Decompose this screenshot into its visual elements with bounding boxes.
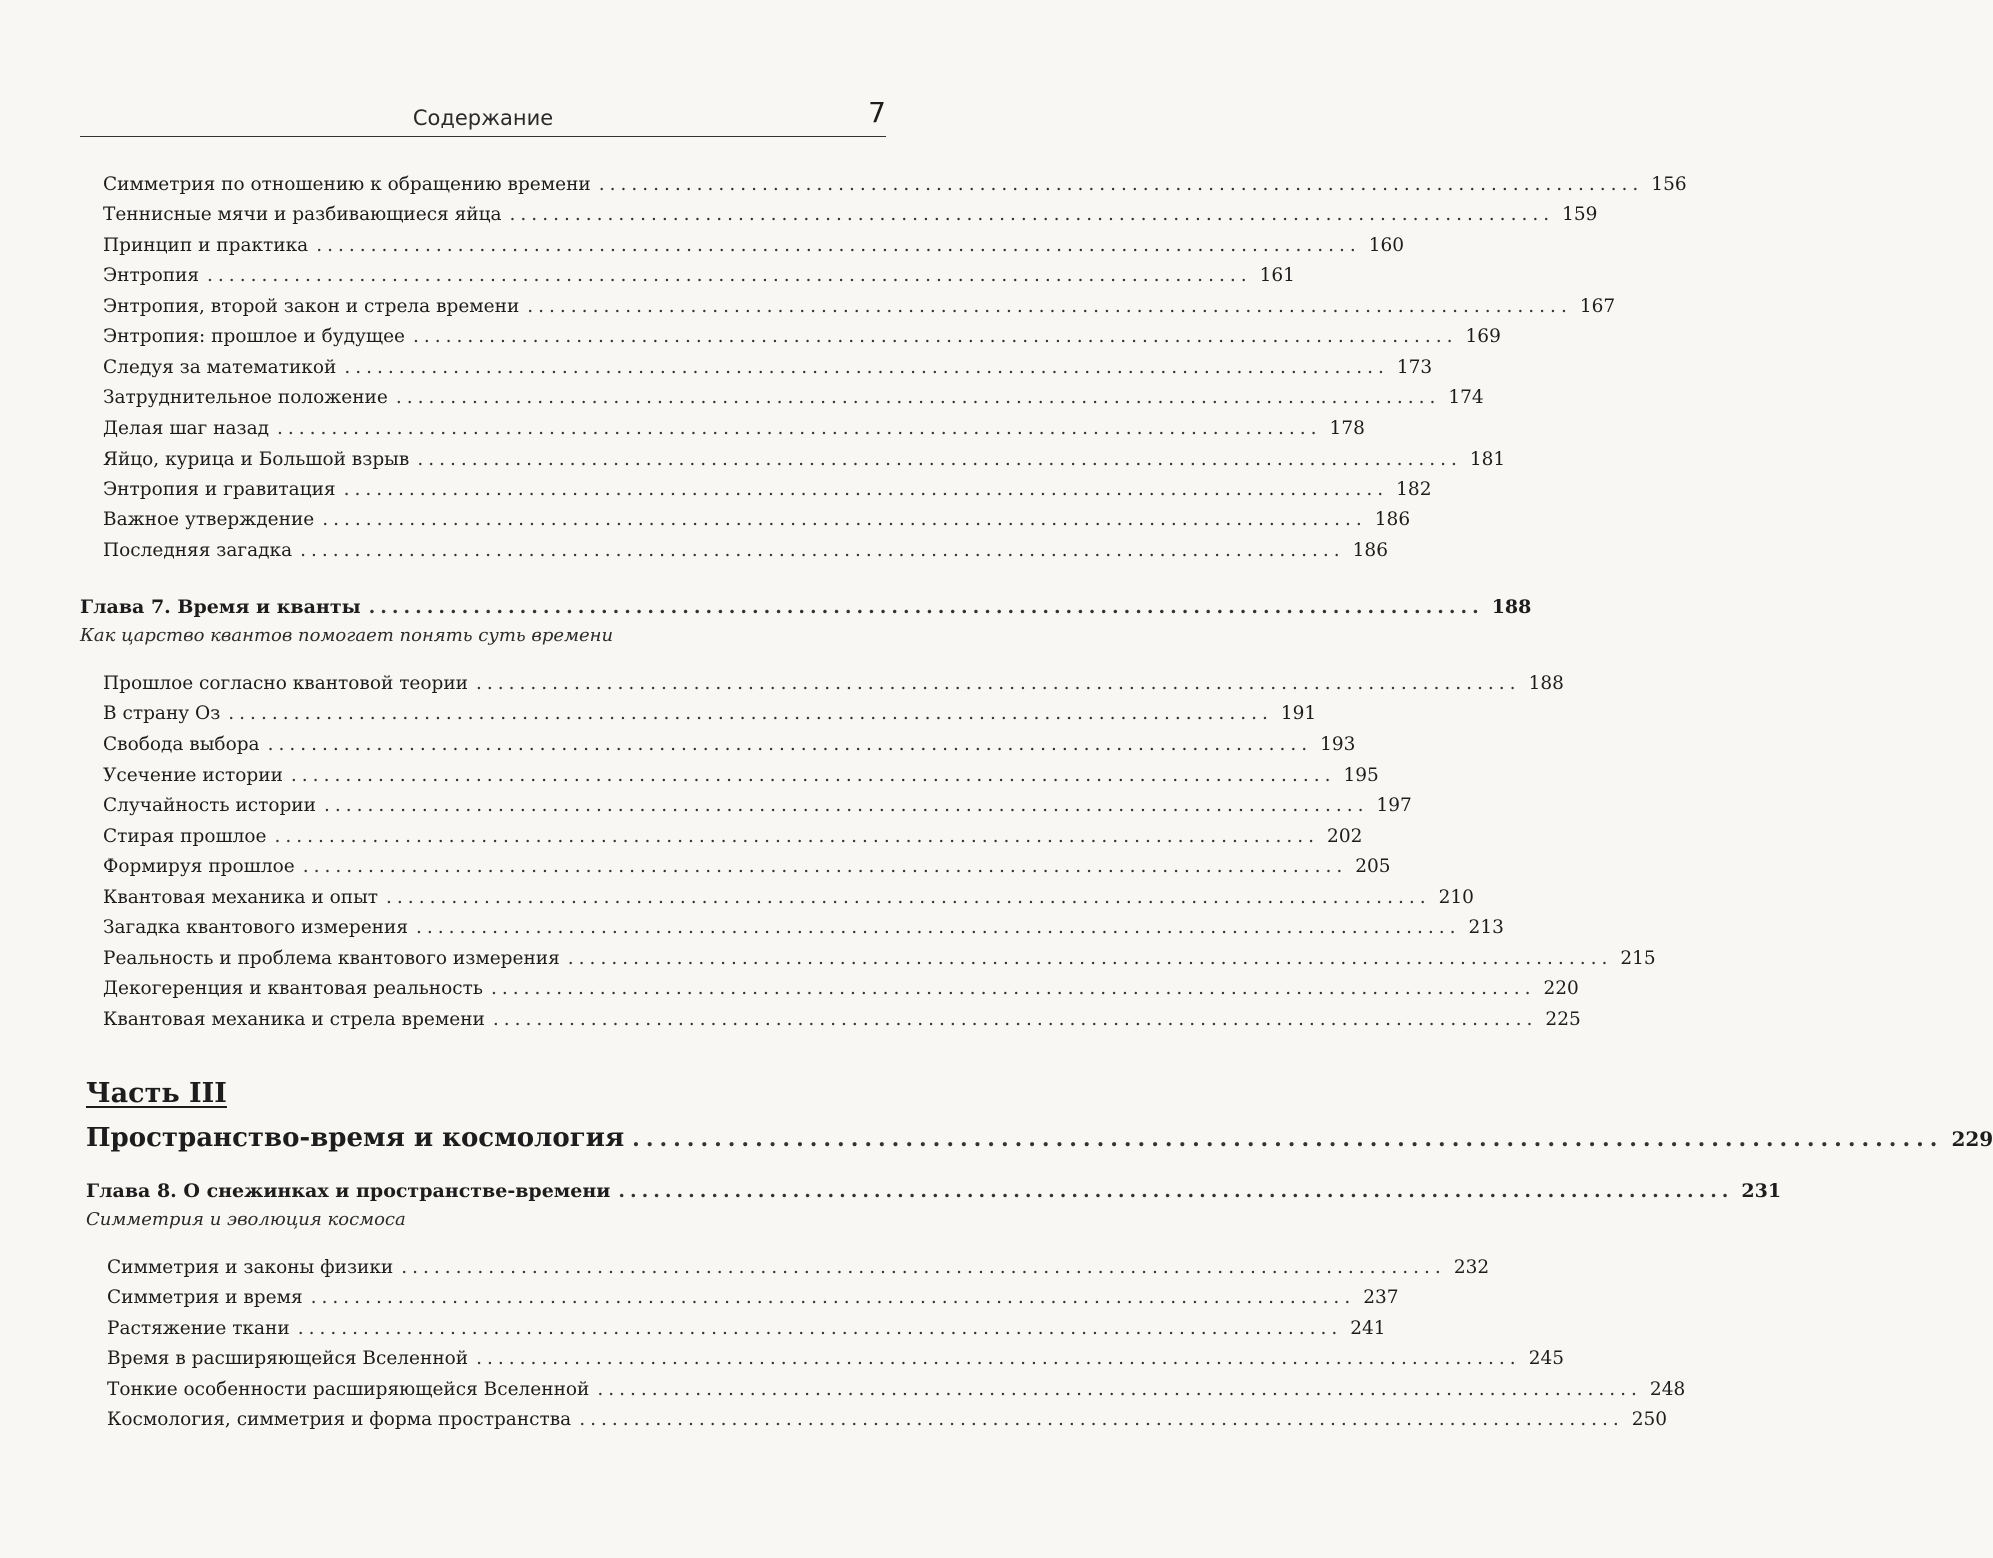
toc-chapter-7[interactable] [80, 592, 1532, 622]
toc-entry-page: 174 [1448, 387, 1484, 408]
toc-entry-page: 159 [1562, 204, 1598, 225]
toc-entry-title: Яйцо, курица и Большой взрыв [103, 449, 410, 470]
part-page: 229 [1951, 1127, 1993, 1151]
toc-entry-title: Свобода выбора [103, 734, 260, 755]
chapter-page: 231 [1741, 1180, 1782, 1202]
toc-entry-title: Важное утверждение [103, 509, 315, 530]
dot-leader: ................................................................................................ [302, 856, 1348, 877]
dot-leader: ................................................................................................ [476, 1348, 1521, 1369]
dot-leader: ................................................................................................ [598, 174, 1644, 195]
toc-entry-title: Делая шаг назад [103, 418, 269, 439]
toc-entry-page: 195 [1343, 765, 1379, 786]
dot-leader: ................................................................................................ [416, 917, 1461, 938]
toc-entry[interactable] [103, 200, 1598, 230]
chapter-title: Глава 7. Время и кванты [80, 596, 361, 618]
toc-entry[interactable] [103, 170, 1687, 200]
toc-entry-title: Время в расширяющейся Вселенной [107, 1348, 469, 1369]
dot-leader: ................................................................................................ [274, 826, 1320, 847]
part-label: Часть III [86, 1078, 227, 1109]
toc-entry-title: Симметрия по отношению к обращению времени [103, 174, 591, 195]
toc-entry-title: Формируя прошлое [103, 856, 295, 877]
toc-chapter-8[interactable] [86, 1176, 1782, 1206]
dot-leader: ................................................................................................ [343, 479, 1389, 500]
toc-entry[interactable] [103, 475, 1432, 505]
toc-entry-page: 220 [1543, 978, 1579, 999]
toc-entry-title: Симметрия и время [107, 1287, 303, 1308]
toc-entry[interactable] [103, 353, 1433, 383]
toc-entry-page: 250 [1631, 1409, 1668, 1430]
toc-entry-title: Энтропия, второй закон и стрела времени [103, 296, 520, 317]
dot-leader: ................................................................................................ [344, 357, 1389, 378]
dot-leader: ................................................................................................ [368, 596, 1484, 618]
dot-leader: ................................................................................................ [476, 673, 1521, 694]
toc-entry-title: Принцип и практика [103, 235, 309, 256]
toc-entry[interactable] [103, 505, 1411, 535]
dot-leader: ................................................................................................ [618, 1180, 1734, 1202]
toc-entry[interactable] [103, 1005, 1581, 1035]
toc-entry[interactable] [103, 852, 1391, 882]
toc-entry-page: 197 [1376, 795, 1412, 816]
toc-entry[interactable] [103, 231, 1405, 261]
dot-leader: ................................................................................................ [297, 1318, 1343, 1339]
toc-entry-page: 156 [1651, 174, 1687, 195]
toc-entry-title: Реальность и проблема квантового измерения [103, 948, 560, 969]
toc-entry[interactable] [107, 1283, 1399, 1313]
toc-entry[interactable] [107, 1253, 1490, 1283]
toc-entry-page: 205 [1355, 856, 1391, 877]
toc-entry-title: Затруднительное положение [103, 387, 388, 408]
dot-leader: ................................................................................................ [509, 204, 1555, 225]
running-header [80, 96, 886, 137]
dot-leader: ................................................................................................ [386, 887, 1431, 908]
toc-entry[interactable] [107, 1405, 1668, 1435]
toc-entry-page: 191 [1280, 703, 1317, 724]
toc-entry[interactable] [103, 761, 1379, 791]
toc-entry-title: Энтропия и гравитация [103, 479, 336, 500]
toc-entry[interactable] [103, 883, 1474, 913]
toc-entry[interactable] [103, 913, 1504, 943]
toc-entry[interactable] [107, 1344, 1564, 1374]
dot-leader: ................................................................................................ [527, 296, 1572, 317]
dot-leader: ................................................................................................ [579, 1409, 1624, 1430]
chapter-page: 188 [1491, 596, 1532, 618]
toc-entry-title: Загадка квантового измерения [103, 917, 408, 938]
toc-entry-title: Энтропия [103, 265, 200, 286]
dot-leader: ................................................................................................ [401, 1257, 1446, 1278]
toc-entry-page: 241 [1350, 1318, 1386, 1339]
toc-entry[interactable] [103, 822, 1363, 852]
toc-entry[interactable] [103, 383, 1484, 413]
toc-entry-page: 210 [1438, 887, 1474, 908]
toc-entry-page: 169 [1465, 326, 1501, 347]
toc-entry-page: 232 [1453, 1257, 1490, 1278]
dot-leader: ................................................................................................ [492, 1009, 1538, 1030]
toc-entry-title: Последняя загадка [103, 540, 293, 561]
toc-entry-page: 178 [1329, 418, 1365, 439]
toc-entry-page: 225 [1545, 1009, 1581, 1030]
toc-entry-page: 186 [1374, 509, 1411, 530]
chapter-subtitle: Симметрия и эволюция космоса [86, 1209, 406, 1230]
running-title: Содержание [412, 106, 554, 130]
page-number: 7 [868, 96, 886, 129]
toc-entry[interactable] [103, 445, 1506, 475]
dot-leader: ................................................................................................ [323, 795, 1369, 816]
dot-leader: ................................................................................................ [300, 540, 1345, 561]
toc-entry-page: 160 [1368, 235, 1405, 256]
dot-leader: ................................................................................................ [412, 326, 1458, 347]
toc-entry-title: Симметрия и законы физики [107, 1257, 394, 1278]
toc-entry[interactable] [107, 1375, 1686, 1405]
toc-entry-title: В страну Оз [103, 703, 221, 724]
toc-entry[interactable] [103, 292, 1616, 322]
toc-entry-page: 237 [1363, 1287, 1399, 1308]
toc-entry-title: Декогеренция и квантовая реальность [103, 978, 483, 999]
toc-entry[interactable] [103, 944, 1656, 974]
dot-leader: ................................................................................................ [567, 948, 1613, 969]
toc-entry-title: Усечение истории [103, 765, 283, 786]
toc-entry[interactable] [103, 261, 1295, 291]
toc-entry[interactable] [103, 699, 1317, 729]
toc-entry-title: Квантовая механика и стрела времени [103, 1009, 485, 1030]
dot-leader: ................................................................................................ [316, 235, 1361, 256]
toc-entry[interactable] [103, 730, 1356, 760]
toc-entry-page: 173 [1396, 357, 1433, 378]
toc-entry-page: 193 [1320, 734, 1356, 755]
toc-entry-title: Космология, симметрия и форма пространства [107, 1409, 572, 1430]
chapter-subtitle: Как царство квантов помогает понять суть времени [80, 625, 614, 646]
toc-entry-page: 245 [1528, 1348, 1564, 1369]
dot-leader: ................................................................................................ [597, 1379, 1642, 1400]
dot-leader: ................................................................................................ [310, 1287, 1356, 1308]
dot-leader: ................................................................................................ [267, 734, 1313, 755]
toc-entry-page: 188 [1528, 673, 1564, 694]
toc-entry-page: 215 [1620, 948, 1656, 969]
dot-leader: ................................................................................................ [277, 418, 1322, 439]
toc-entry-page: 181 [1469, 449, 1506, 470]
toc-entry[interactable] [107, 1314, 1386, 1344]
toc-entry-page: 202 [1327, 826, 1363, 847]
dot-leader: ................................................................................................ [417, 449, 1462, 470]
toc-entry-page: 186 [1352, 540, 1388, 561]
toc-entry-title: Теннисные мячи и разбивающиеся яйца [103, 204, 502, 225]
dot-leader: ................................................................................................ [395, 387, 1441, 408]
toc-entry[interactable] [103, 536, 1388, 566]
toc-entry-title: Тонкие особенности расширяющейся Вселенной [107, 1379, 590, 1400]
toc-entry[interactable] [103, 791, 1412, 821]
dot-leader: ................................................................................................ [207, 265, 1252, 286]
dot-leader: ................................................................................................ [290, 765, 1336, 786]
toc-entry-title: Стирая прошлое [103, 826, 267, 847]
part-title: Пространство-время и космология [86, 1123, 625, 1153]
toc-entry-title: Прошлое согласно квантовой теории [103, 673, 469, 694]
toc-entry-page: 161 [1259, 265, 1295, 286]
dot-leader: ................................................................................................ [322, 509, 1367, 530]
toc-entry-page: 167 [1579, 296, 1616, 317]
toc-entry-title: Квантовая механика и опыт [103, 887, 379, 908]
toc-entry-page: 248 [1649, 1379, 1686, 1400]
dot-leader: ................................................................................................ [490, 978, 1536, 999]
dot-leader: ................................................................................................ [632, 1126, 1944, 1152]
toc-entry-title: Следуя за математикой [103, 357, 337, 378]
toc-part-3[interactable] [86, 1118, 1993, 1158]
toc-entry-title: Энтропия: прошлое и будущее [103, 326, 405, 347]
toc-entry-title: Растяжение ткани [107, 1318, 290, 1339]
chapter-title: Глава 8. О снежинках и пространстве-времени [86, 1180, 611, 1202]
dot-leader: ................................................................................................ [228, 703, 1273, 724]
toc-entry[interactable] [103, 322, 1501, 352]
toc-entry[interactable] [103, 414, 1365, 444]
toc-entry[interactable] [103, 669, 1564, 699]
toc-entry-page: 182 [1396, 479, 1432, 500]
toc-entry[interactable] [103, 974, 1579, 1004]
toc-entry-title: Случайность истории [103, 795, 316, 816]
toc-entry-page: 213 [1468, 917, 1504, 938]
